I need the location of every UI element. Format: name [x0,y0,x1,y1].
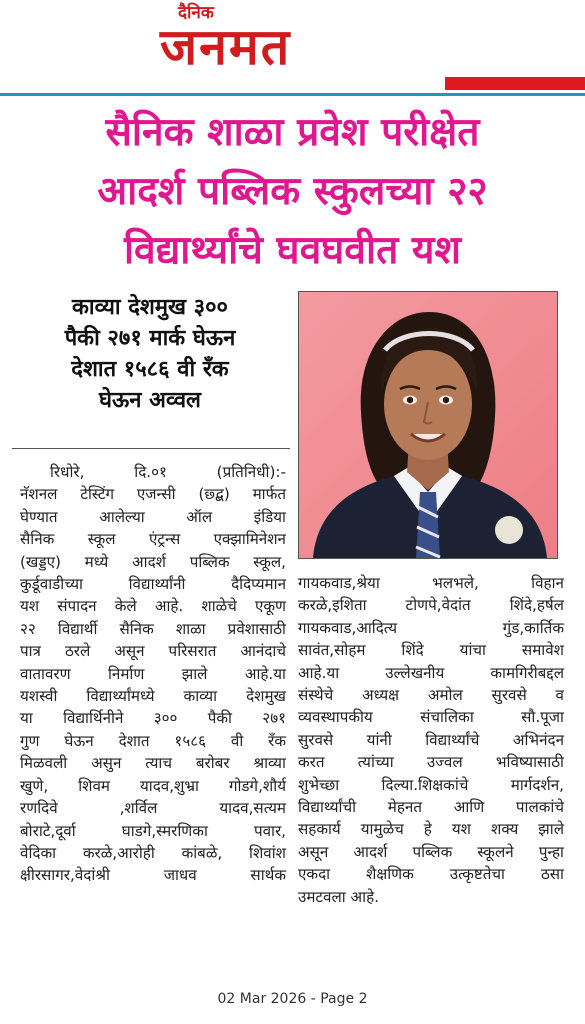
article-line: यशस्वी विद्यार्थ्यांमध्ये काव्या देशमुख [20,687,286,706]
article-line: क्षीरसागर,वेदांश्री जाधव सार्थक [20,866,286,885]
article-line: गुण घेऊन देशात १५८६ वी रँक [20,731,286,750]
article-line: पात्र ठरले असून परिसरात आनंदाचे [20,642,286,661]
article-column-left [20,461,286,887]
headline [10,103,575,280]
article-line: एकदा शैक्षणिक उत्कृष्टतेचा ठसा [298,865,564,884]
article-line: करत त्यांच्या उज्वल भविष्यासाठी [298,753,564,772]
article-line: रणदिवे ,शर्विल यादव,सत्यम [20,799,286,818]
article-line: रिधोरे, दि.०१ (प्रतिनिधी):- [50,463,286,481]
article-line: करळे,इशिता टोणपे,वेदांत शिंदे,हर्षल [298,596,564,615]
subheadline-line: घेऊन अव्वल [99,388,201,413]
article-line: खुणे, शिवम यादव,शुभ्रा गोडगे,शौर्य [20,776,286,795]
article-line: वेदिका करळे,आरोही कांबळे, शिवांश [20,843,286,862]
article-line: व्यवस्थापकीय संचालिका सौ.पूजा [298,708,564,727]
article-line: शुभेच्छा दिल्या.शिक्षकांचे मार्गदर्शन, [298,775,564,794]
article-line: असून आदर्श पब्लिक स्कूलने पुन्हा [298,842,564,861]
article-line: यश संपादन केले आहे. शाळेचे एकूण [20,597,286,616]
headline-line: आदर्श पब्लिक स्कुलच्या २२ [97,169,488,214]
subheadline-rule [12,448,290,449]
article-line: कुर्डूवाडीच्या विद्यार्थ्यांनी दैदिप्यमान [20,575,286,594]
subheadline-line: देशात १५८६ वी रँक [71,357,229,382]
student-portrait-photo [298,291,558,559]
article-line: विद्यार्थ्यांची मेहनत आणि पालकांचे [298,798,564,817]
masthead-red-bar [445,77,585,90]
subheadline [10,292,290,416]
article-line: उमटवला आहे. [298,887,379,906]
article-line: सैनिक स्कूल एंट्रन्स एक्झामिनेशन [20,530,286,549]
portrait-illustration [299,292,557,558]
article-line: सहकार्य यामुळेच हे यश शक्य झाले [298,820,564,839]
masthead-small-title: दैनिक [178,3,214,23]
subheadline-line: काव्या देशमुख ३०० [71,295,228,320]
masthead-rule [0,93,585,96]
article-line: गायकवाड,आदित्य गुंड,कार्तिक [298,618,564,637]
article-column-right [298,572,564,908]
article-line: गायकवाड,श्रेया भलभले, विहान [298,574,564,592]
article-line: या विद्यार्थिनीने ३०० पैकी २७१ [20,709,286,728]
article-line: वातावरण निर्माण झाले आहे.या [20,664,286,683]
article-line: मिळवली असुन त्याच बरोबर श्राव्या [20,754,286,773]
article-line: (खड्डए) मध्ये आदर्श पब्लिक स्कूल, [20,552,286,571]
article-line: सुरवसे यांनी विद्यार्थ्यांचे अभिनंदन [298,730,564,749]
subheadline-line: पैकी २७१ मार्क घेऊन [64,326,236,351]
article-line: २२ विद्यार्थी सैनिक शाळा प्रवेशासाठी [20,619,286,638]
headline-line: विद्यार्थ्यांचे घवघवीत यश [123,228,462,273]
article-line: घेण्यात आलेल्या ऑल इंडिया [20,507,286,526]
masthead [0,0,585,100]
headline-line: सैनिक शाळा प्रवेश परीक्षेत [105,110,480,155]
article-line: सावंत,सोहम शिंदे यांचा समावेश [298,641,564,660]
article-line: नॅशनल टेस्टिंग एजन्सी (छ्द्ब) मार्फत [20,485,286,504]
masthead-logo-title: जनमत [160,18,292,76]
article-line: आहे.या उल्लेखनीय कामगिरीबद्दल [298,663,564,682]
article-line: बोराटे,दूर्वा घाडगे,स्मरणिका पवार, [20,821,286,840]
page-footer: 02 Mar 2026 - Page 2 [217,991,368,1007]
article-line: संस्थेचे अध्यक्ष अमोल सुरवसे व [298,686,564,705]
